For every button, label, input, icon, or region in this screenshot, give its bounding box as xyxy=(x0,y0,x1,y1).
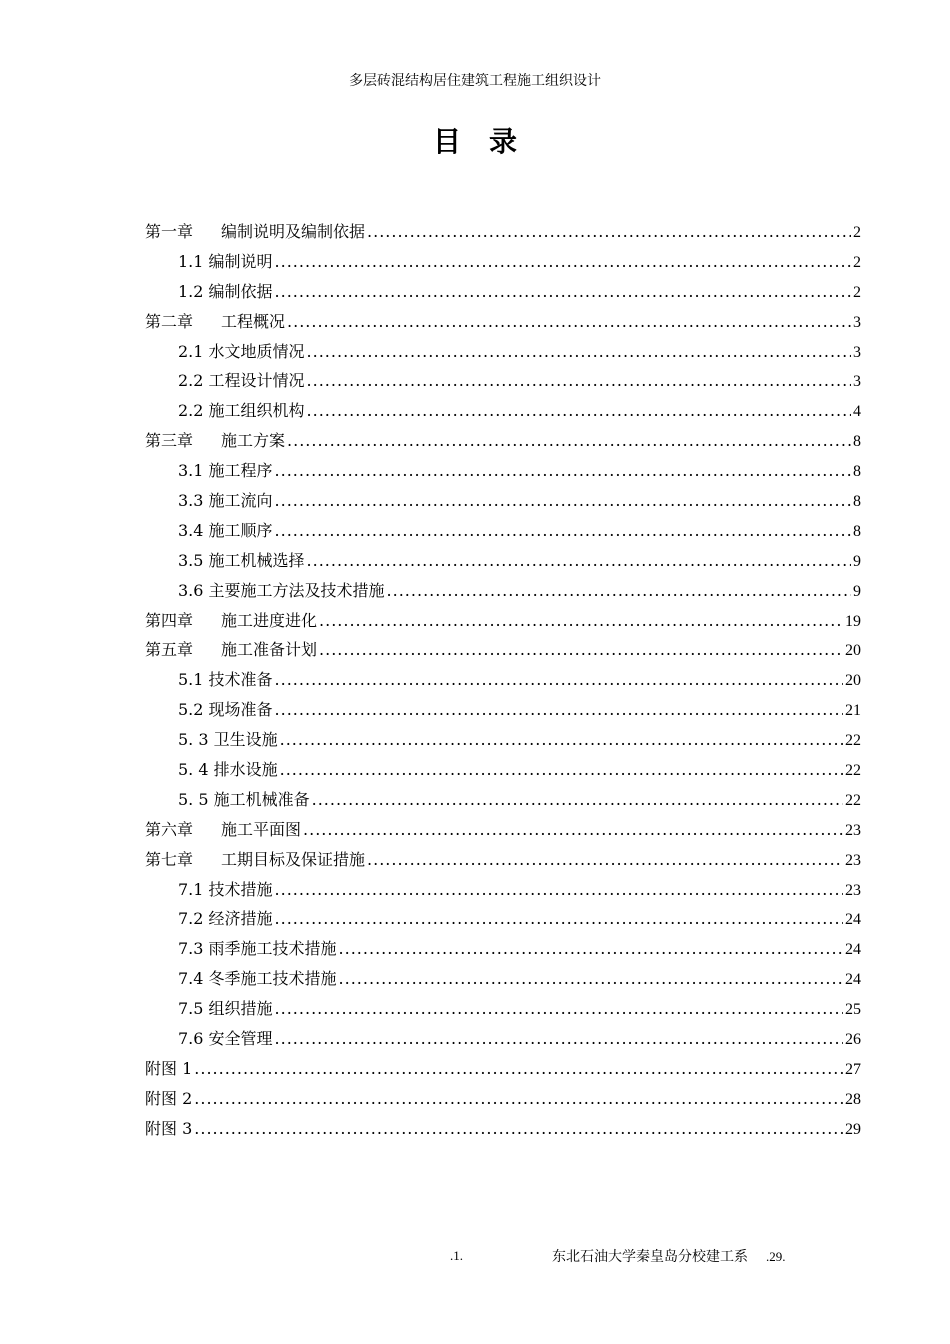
toc-entry[interactable] xyxy=(145,994,861,1024)
toc-entry-title: 工程概况 xyxy=(221,311,286,331)
toc-entry-title: 3.6 主要施工方法及技术措施 xyxy=(178,580,385,600)
toc-entry-title: 3.5 施工机械选择 xyxy=(178,550,305,570)
toc-entry[interactable] xyxy=(145,1084,861,1114)
toc-page-number: 8 xyxy=(853,522,861,540)
toc-entry-title: 5. 3 卫生设施 xyxy=(178,730,278,750)
toc-entry[interactable] xyxy=(145,1054,861,1084)
toc-leader-dots xyxy=(307,337,851,367)
toc-entry[interactable] xyxy=(145,486,861,516)
toc-page-number: 28 xyxy=(845,1090,861,1108)
toc-page-number: 22 xyxy=(845,791,861,809)
toc-page-number: 8 xyxy=(853,463,861,481)
toc-leader-dots xyxy=(307,396,851,426)
toc-leader-dots xyxy=(367,845,843,875)
toc-leader-dots xyxy=(275,1024,843,1054)
toc-entry[interactable] xyxy=(145,815,861,845)
toc-entry-title: 附图 2 xyxy=(145,1088,193,1108)
toc-leader-dots xyxy=(319,635,843,665)
toc-entry[interactable] xyxy=(145,337,861,367)
toc-entry[interactable] xyxy=(145,755,861,785)
toc-page-number: 3 xyxy=(853,313,861,331)
toc-page-number: 20 xyxy=(845,642,861,660)
toc-chapter-number: 第一章 xyxy=(145,222,194,241)
toc-page-number: 21 xyxy=(845,702,861,720)
toc-page-number: 24 xyxy=(845,911,861,929)
toc-entry-title: 7.6 安全管理 xyxy=(178,1029,273,1049)
footer-institution: 东北石油大学秦皇岛分校建工系 xyxy=(552,1249,748,1265)
toc-entry[interactable] xyxy=(145,366,861,396)
footer-institution-block xyxy=(552,1246,786,1266)
running-header: 多层砖混结构居住建筑工程施工组织设计 xyxy=(349,73,601,89)
footer-total-pages: .29. xyxy=(766,1249,786,1264)
toc-leader-dots xyxy=(275,516,851,546)
toc-page-number: 22 xyxy=(845,732,861,750)
toc-page-number: 19 xyxy=(845,612,861,630)
toc-entry-title: 5. 4 排水设施 xyxy=(178,760,278,780)
toc-entry-title: 5. 5 施工机械准备 xyxy=(178,789,310,809)
toc-entry[interactable] xyxy=(145,516,861,546)
toc-entry-title: 7.5 组织措施 xyxy=(178,999,273,1019)
toc-entry[interactable] xyxy=(145,546,861,576)
toc-entry[interactable] xyxy=(145,307,861,337)
toc-leader-dots xyxy=(312,785,843,815)
toc-entry[interactable] xyxy=(145,1114,861,1144)
toc-entry-title: 7.4 冬季施工技术措施 xyxy=(178,969,337,989)
toc-entry-title: 工期目标及保证措施 xyxy=(221,849,366,869)
toc-chapter-number: 第四章 xyxy=(145,610,194,630)
toc-chapter-number: 第七章 xyxy=(145,849,194,869)
toc-chapter-number: 第三章 xyxy=(145,431,194,451)
toc-entry-title: 施工进度进化 xyxy=(221,610,318,630)
toc-page-number: 22 xyxy=(845,762,861,780)
toc-entry[interactable] xyxy=(145,456,861,486)
toc-entry-title: 7.3 雨季施工技术措施 xyxy=(178,939,337,959)
toc-entry-title: 编制说明及编制依据 xyxy=(221,222,366,241)
toc-entry-title: 1.2 编制依据 xyxy=(178,281,273,301)
toc-entry[interactable] xyxy=(145,635,861,665)
toc-entry[interactable] xyxy=(145,665,861,695)
toc-page-number: 3 xyxy=(853,373,861,391)
toc-entry[interactable] xyxy=(145,606,861,636)
toc-leader-dots xyxy=(275,277,851,307)
toc-entry[interactable] xyxy=(145,396,861,426)
toc-page-number: 8 xyxy=(853,433,861,451)
toc-leader-dots xyxy=(287,426,851,456)
toc-entry-title: 施工平面图 xyxy=(221,819,302,839)
toc-page-number: 23 xyxy=(845,821,861,839)
toc-entry[interactable] xyxy=(145,1024,861,1054)
toc-leader-dots xyxy=(275,486,851,516)
toc-entry[interactable] xyxy=(145,845,861,875)
toc-page-number: 8 xyxy=(853,493,861,511)
toc-entry-title: 施工准备计划 xyxy=(221,640,318,660)
toc-leader-dots xyxy=(287,307,851,337)
toc-entry[interactable] xyxy=(145,964,861,994)
footer-page-number: .1. xyxy=(450,1248,463,1263)
table-of-contents xyxy=(145,217,861,1144)
toc-entry-title: 7.2 经济措施 xyxy=(178,909,273,929)
toc-leader-dots xyxy=(194,1054,843,1084)
toc-page-number: 24 xyxy=(845,971,861,989)
toc-leader-dots xyxy=(275,456,851,486)
toc-page-number: 9 xyxy=(853,582,861,600)
toc-leader-dots xyxy=(280,725,843,755)
toc-leader-dots xyxy=(339,964,843,994)
toc-entry[interactable] xyxy=(145,934,861,964)
toc-entry[interactable] xyxy=(145,247,861,277)
toc-page-number: 25 xyxy=(845,1001,861,1019)
toc-page-number: 9 xyxy=(853,552,861,570)
toc-entry-title: 2.2 施工组织机构 xyxy=(178,401,305,421)
toc-entry-title: 5.1 技术准备 xyxy=(178,670,273,690)
toc-leader-dots xyxy=(280,755,843,785)
toc-leader-dots xyxy=(275,904,843,934)
toc-page-number: 20 xyxy=(845,672,861,690)
toc-leader-dots xyxy=(275,695,843,725)
toc-leader-dots xyxy=(307,366,851,396)
toc-entry-title: 7.1 技术措施 xyxy=(178,879,273,899)
toc-entry-title: 施工方案 xyxy=(221,431,286,451)
toc-leader-dots xyxy=(194,1114,843,1144)
toc-page-number: 3 xyxy=(853,343,861,361)
toc-entry-title: 2.2 工程设计情况 xyxy=(178,371,305,391)
toc-page-number: 2 xyxy=(853,224,861,241)
toc-entry-title: 2.1 水文地质情况 xyxy=(178,341,305,361)
toc-leader-dots xyxy=(387,576,851,606)
toc-entry[interactable] xyxy=(145,426,861,456)
toc-leader-dots xyxy=(303,815,843,845)
toc-entry-title: 3.1 施工程序 xyxy=(178,461,273,481)
toc-entry[interactable] xyxy=(145,785,861,815)
toc-page-number: 4 xyxy=(853,403,861,421)
toc-leader-dots xyxy=(319,606,843,636)
toc-page-number: 24 xyxy=(845,941,861,959)
toc-entry-title: 1.1 编制说明 xyxy=(178,251,273,271)
toc-leader-dots xyxy=(194,1084,843,1114)
toc-page-number: 2 xyxy=(853,253,861,271)
toc-entry[interactable] xyxy=(145,277,861,307)
toc-chapter-number: 第二章 xyxy=(145,311,194,331)
toc-entry-title: 附图 3 xyxy=(145,1118,193,1138)
toc-chapter-number: 第六章 xyxy=(145,819,194,839)
toc-leader-dots xyxy=(275,247,851,277)
toc-entry-title: 附图 1 xyxy=(145,1058,193,1078)
toc-page-number: 26 xyxy=(845,1031,861,1049)
toc-entry[interactable] xyxy=(145,695,861,725)
toc-leader-dots xyxy=(367,217,851,247)
page-title: 目 录 xyxy=(432,125,517,158)
toc-leader-dots xyxy=(275,994,843,1024)
toc-entry[interactable] xyxy=(145,904,861,934)
toc-leader-dots xyxy=(307,546,851,576)
toc-leader-dots xyxy=(275,665,843,695)
toc-entry-title: 5.2 现场准备 xyxy=(178,700,273,720)
toc-entry-title: 3.4 施工顺序 xyxy=(178,520,273,540)
toc-leader-dots xyxy=(275,875,843,905)
toc-entry[interactable] xyxy=(145,725,861,755)
toc-chapter-number: 第五章 xyxy=(145,640,194,660)
toc-page-number: 2 xyxy=(853,283,861,301)
toc-page-number: 23 xyxy=(845,851,861,869)
toc-leader-dots xyxy=(339,934,843,964)
toc-page-number: 27 xyxy=(845,1060,861,1078)
toc-entry[interactable] xyxy=(145,217,861,247)
toc-entry[interactable] xyxy=(145,875,861,905)
toc-page-number: 29 xyxy=(845,1120,861,1138)
toc-entry[interactable] xyxy=(145,576,861,606)
toc-page-number: 23 xyxy=(845,881,861,899)
toc-entry-title: 3.3 施工流向 xyxy=(178,491,273,511)
